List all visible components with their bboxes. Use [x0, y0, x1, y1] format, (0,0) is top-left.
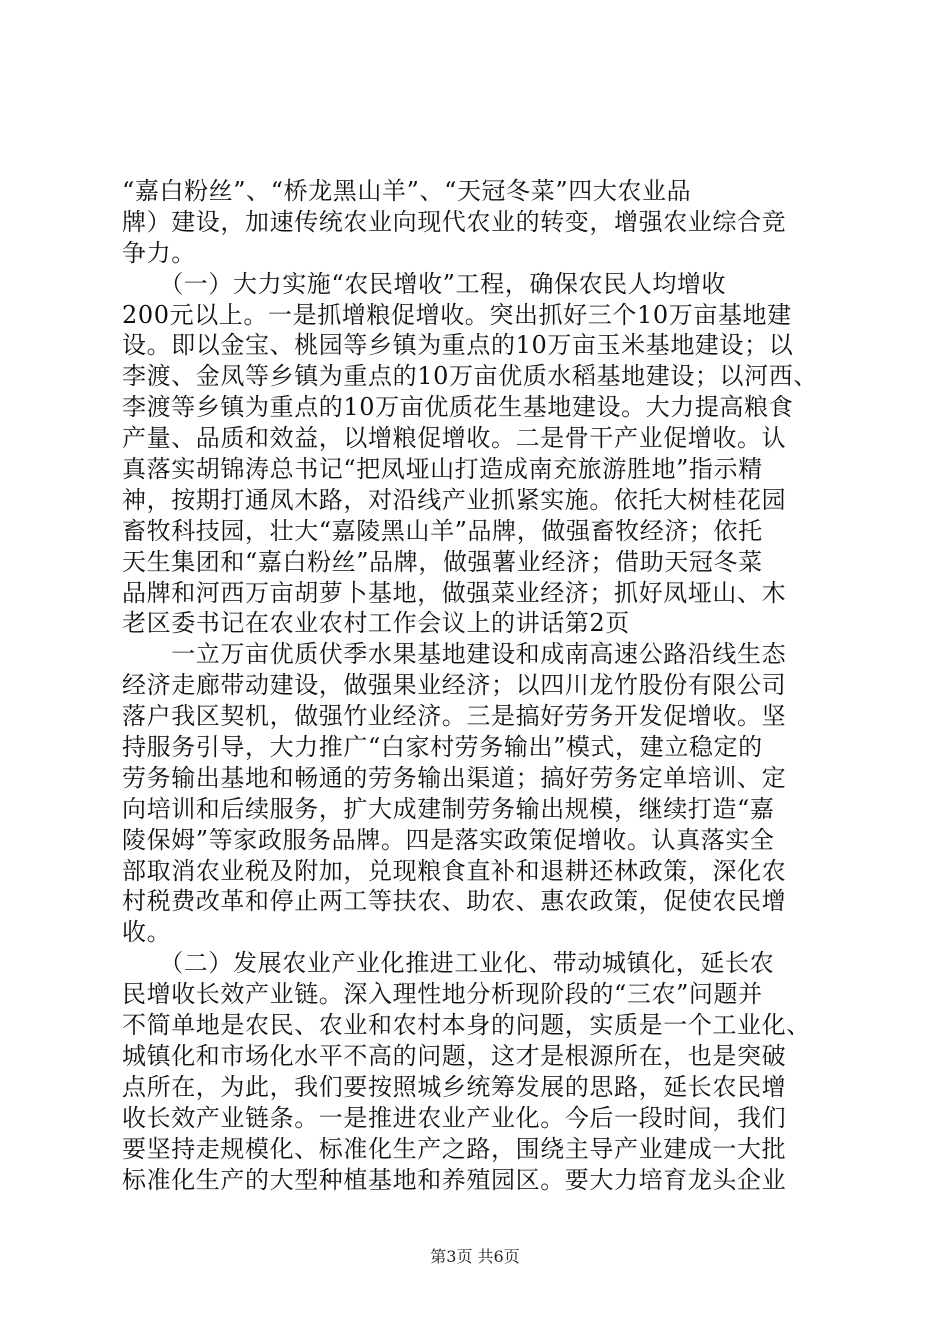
- text-line-4: （一）大力实施“农民增收”工程，确保农民人均增收: [122, 269, 727, 298]
- text-line-23: 部取消农业税及附加，兑现粮食直补和退耕还林政策，深化农: [122, 856, 787, 885]
- text-line-14: 品牌和河西万亩胡萝卜基地，做强菜业经济；抓好凤垭山、木: [122, 578, 787, 607]
- text-line-13: 天生集团和“嘉白粉丝”品牌，做强薯业经济；借助天冠冬菜: [122, 547, 763, 576]
- text-line-32: 要坚持走规模化、标准化生产之路，围绕主导产业建成一大批: [122, 1134, 787, 1163]
- text-line-6: 设。即以金宝、桃园等乡镇为重点的10万亩玉米基地建设；以: [122, 331, 794, 360]
- text-line-19: 持服务引导，大力推广“白家村劳务输出”模式，建立稳定的: [122, 733, 763, 762]
- page-footer: 第3页 共6页: [430, 1247, 520, 1266]
- text-line-21: 向培训和后续服务，扩大成建制劳务输出规模，继续打造“嘉: [122, 794, 775, 823]
- text-line-31: 收长效产业链条。一是推进农业产业化。今后一段时间，我们: [122, 1103, 787, 1132]
- text-line-5: 200元以上。一是抓增粮促增收。突出抓好三个10万亩基地建: [122, 300, 792, 329]
- text-line-18: 落户我区契机，做强竹业经济。三是搞好劳务开发促增收。坚: [122, 702, 787, 731]
- text-line-24: 村税费改革和停止两工等扶农、助农、惠农政策，促使农民增: [122, 887, 787, 916]
- text-line-11: 神，按期打通凤木路，对沿线产业抓紧实施。依托大树桂花园: [122, 485, 787, 514]
- body-text: [122, 176, 834, 1195]
- text-line-9: 产量、品质和效益，以增粮促增收。二是骨干产业促增收。认: [122, 424, 787, 453]
- text-line-3: 争力。: [122, 238, 196, 267]
- text-line-30: 点所在，为此，我们要按照城乡统筹发展的思路，延长农民增: [122, 1072, 787, 1101]
- text-line-27: 民增收长效产业链。深入理性地分析现阶段的“三农”问题并: [122, 980, 763, 1009]
- text-line-16: 一立万亩优质伏季水果基地建设和成南高速公路沿线生态: [122, 640, 787, 669]
- text-line-7: 李渡、金凤等乡镇为重点的10万亩优质水稻基地建设；以河西、: [122, 362, 818, 391]
- text-line-28: 不简单地是农民、农业和农村本身的问题，实质是一个工业化、: [122, 1011, 811, 1040]
- text-line-1: “嘉白粉丝”、“桥龙黑山羊”、“天冠冬菜”四大农业品: [122, 177, 692, 205]
- text-line-10: 真落实胡锦涛总书记“把凤垭山打造成南充旅游胜地”指示精: [122, 455, 763, 484]
- text-line-8: 李渡等乡镇为重点的10万亩优质花生基地建设。大力提高粮食: [122, 393, 794, 422]
- text-line-17: 经济走廊带动建设，做强果业经济；以四川龙竹股份有限公司: [122, 671, 787, 700]
- text-line-25: 收。: [122, 918, 172, 947]
- text-line-26: （二）发展农业产业化推进工业化、带动城镇化，延长农: [122, 949, 775, 978]
- text-line-2: 牌）建设，加速传统农业向现代农业的转变，增强农业综合竞: [122, 207, 787, 236]
- text-line-33: 标准化生产的大型种植基地和养殖园区。要大力培育龙头企业: [122, 1165, 787, 1194]
- text-line-12: 畜牧科技园，壮大“嘉陵黑山羊”品牌，做强畜牧经济；依托: [122, 516, 763, 545]
- text-line-22: 陵保姆”等家政服务品牌。四是落实政策促增收。认真落实全: [122, 825, 775, 854]
- text-line-29: 城镇化和市场化水平不高的问题，这才是根源所在，也是突破: [122, 1041, 787, 1070]
- text-line-20: 劳务输出基地和畅通的劳务输出渠道；搞好劳务定单培训、定: [122, 763, 787, 792]
- text-line-15: 老区委书记在农业农村工作会议上的讲话第2页: [122, 609, 630, 638]
